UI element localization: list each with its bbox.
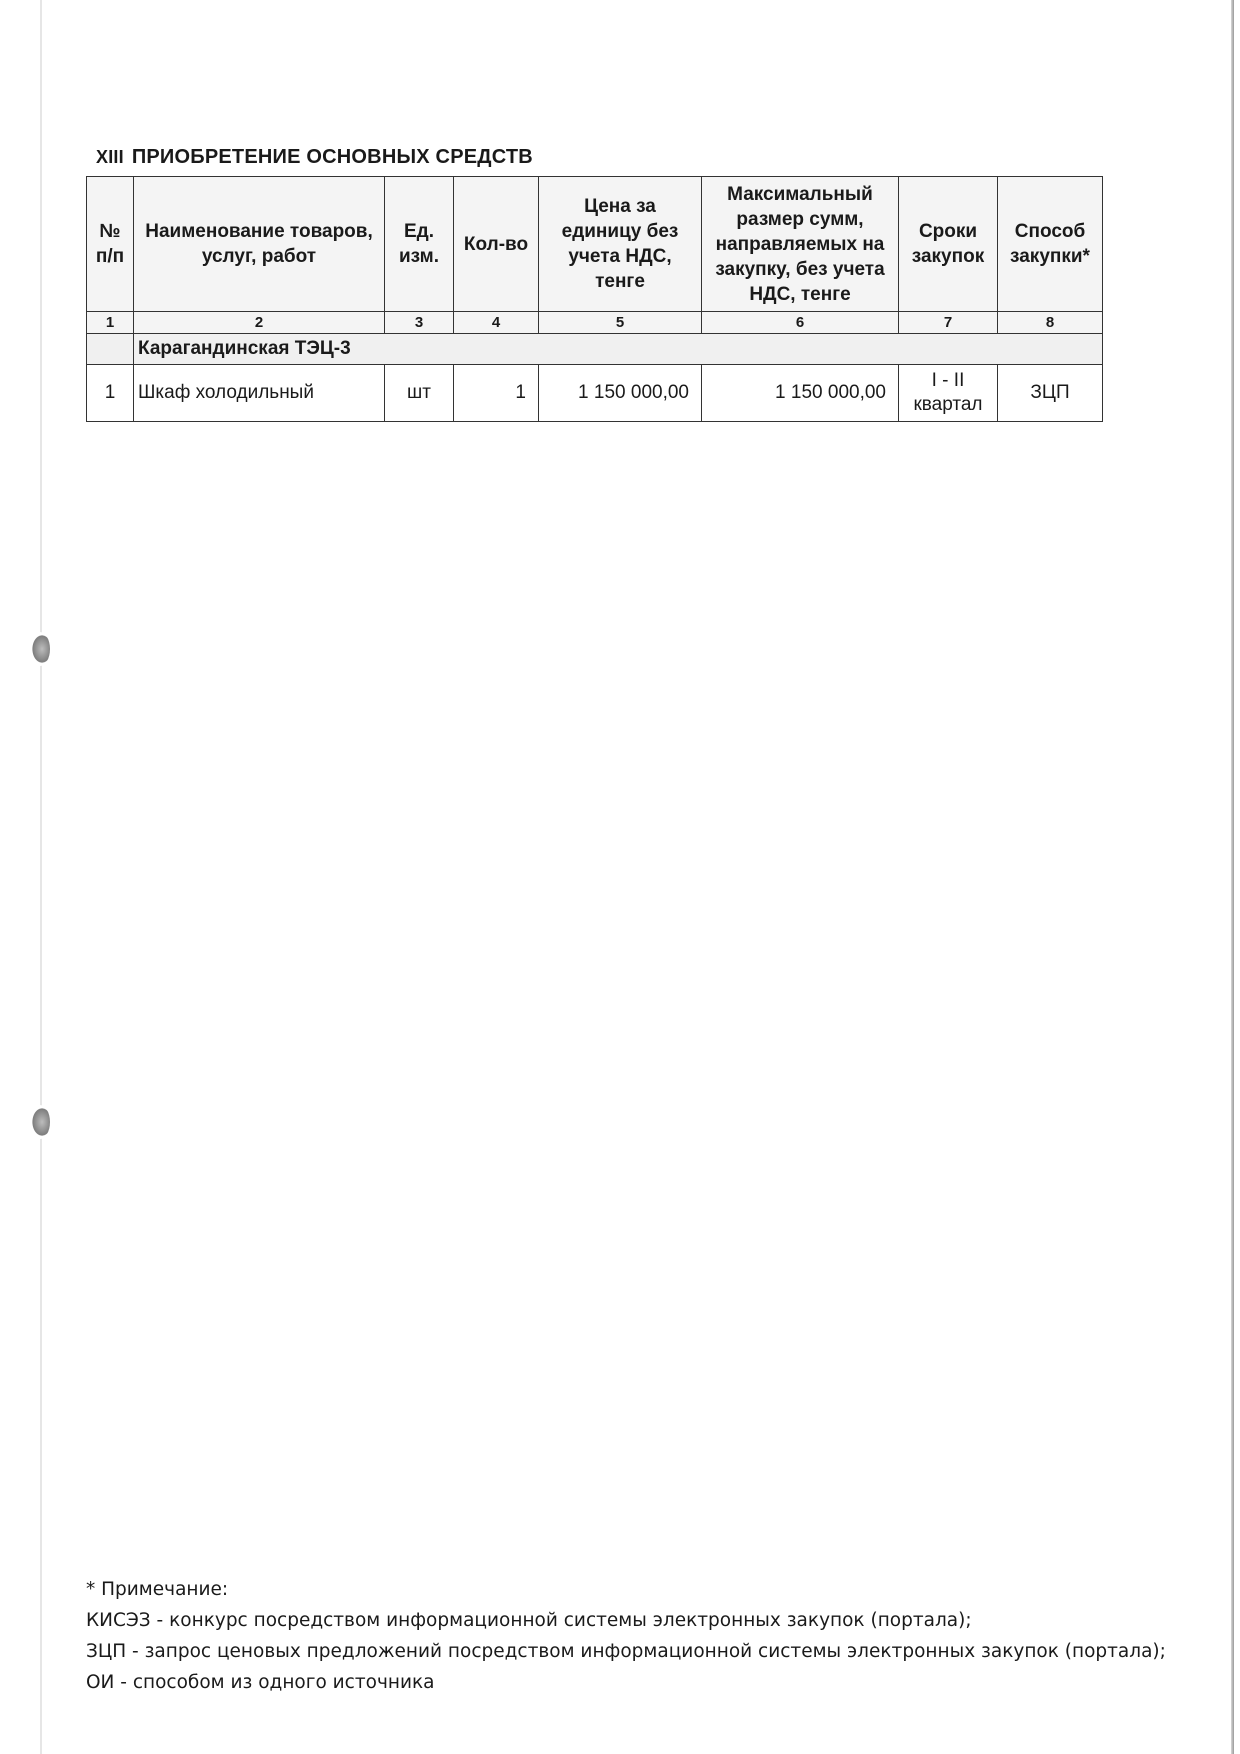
punch-hole-bottom	[30, 1105, 50, 1139]
row-unit-price: 1 150 000,00	[539, 365, 702, 422]
header-terms: Сроки закупок	[899, 177, 998, 312]
column-number-row	[87, 312, 1103, 334]
column-number: 1	[87, 312, 134, 334]
row-terms-line-1: I - II	[931, 370, 965, 391]
row-item-name: Шкаф холодильный	[134, 365, 385, 422]
header-row	[87, 177, 1103, 312]
column-number: 6	[702, 312, 899, 334]
page-left-edge	[40, 0, 42, 1754]
note-line-oi: ОИ - способом из одного источника	[86, 1672, 435, 1693]
punch-hole-top	[30, 632, 50, 666]
column-number: 7	[899, 312, 998, 334]
row-terms-line-2: квартал	[913, 394, 983, 415]
procurement-table	[86, 176, 1103, 422]
notes-title: * Примечание:	[86, 1579, 229, 1600]
header-number: № п/п	[87, 177, 134, 312]
column-number: 8	[998, 312, 1103, 334]
page-right-edge	[1231, 0, 1234, 1754]
group-name: Карагандинская ТЭЦ-3	[134, 334, 1103, 365]
column-number: 3	[385, 312, 454, 334]
section-title-text: ПРИОБРЕТЕНИЕ ОСНОВНЫХ СРЕДСТВ	[131, 146, 533, 168]
header-quantity: Кол-во	[454, 177, 539, 312]
column-number: 2	[134, 312, 385, 334]
header-method: Способ закупки*	[998, 177, 1103, 312]
row-quantity: 1	[454, 365, 539, 422]
header-unit: Ед. изм.	[385, 177, 454, 312]
header-name: Наименование товаров, услуг, работ	[134, 177, 385, 312]
table-row	[87, 365, 1103, 422]
note-line-zcp: ЗЦП - запрос ценовых предложений посредством информационной системы электронных закупок (портала);	[86, 1641, 1166, 1662]
group-row-empty-cell	[87, 334, 134, 365]
row-method: ЗЦП	[998, 365, 1103, 422]
note-line-kisez: КИСЭЗ - конкурс посредством информационной системы электронных закупок (портала);	[86, 1610, 972, 1631]
group-row	[87, 334, 1103, 365]
header-unit-price: Цена за единицу без учета НДС, тенге	[539, 177, 702, 312]
header-max-amount: Максимальный размер сумм, направляемых на закупку, без учета НДС, тенге	[702, 177, 899, 312]
row-max-amount: 1 150 000,00	[702, 365, 899, 422]
column-number: 4	[454, 312, 539, 334]
section-title	[96, 146, 533, 169]
section-number: XIII	[96, 147, 124, 167]
row-unit: шт	[385, 365, 454, 422]
column-number: 5	[539, 312, 702, 334]
row-terms	[899, 365, 998, 422]
notes-block	[86, 1574, 1186, 1698]
row-number: 1	[87, 365, 134, 422]
